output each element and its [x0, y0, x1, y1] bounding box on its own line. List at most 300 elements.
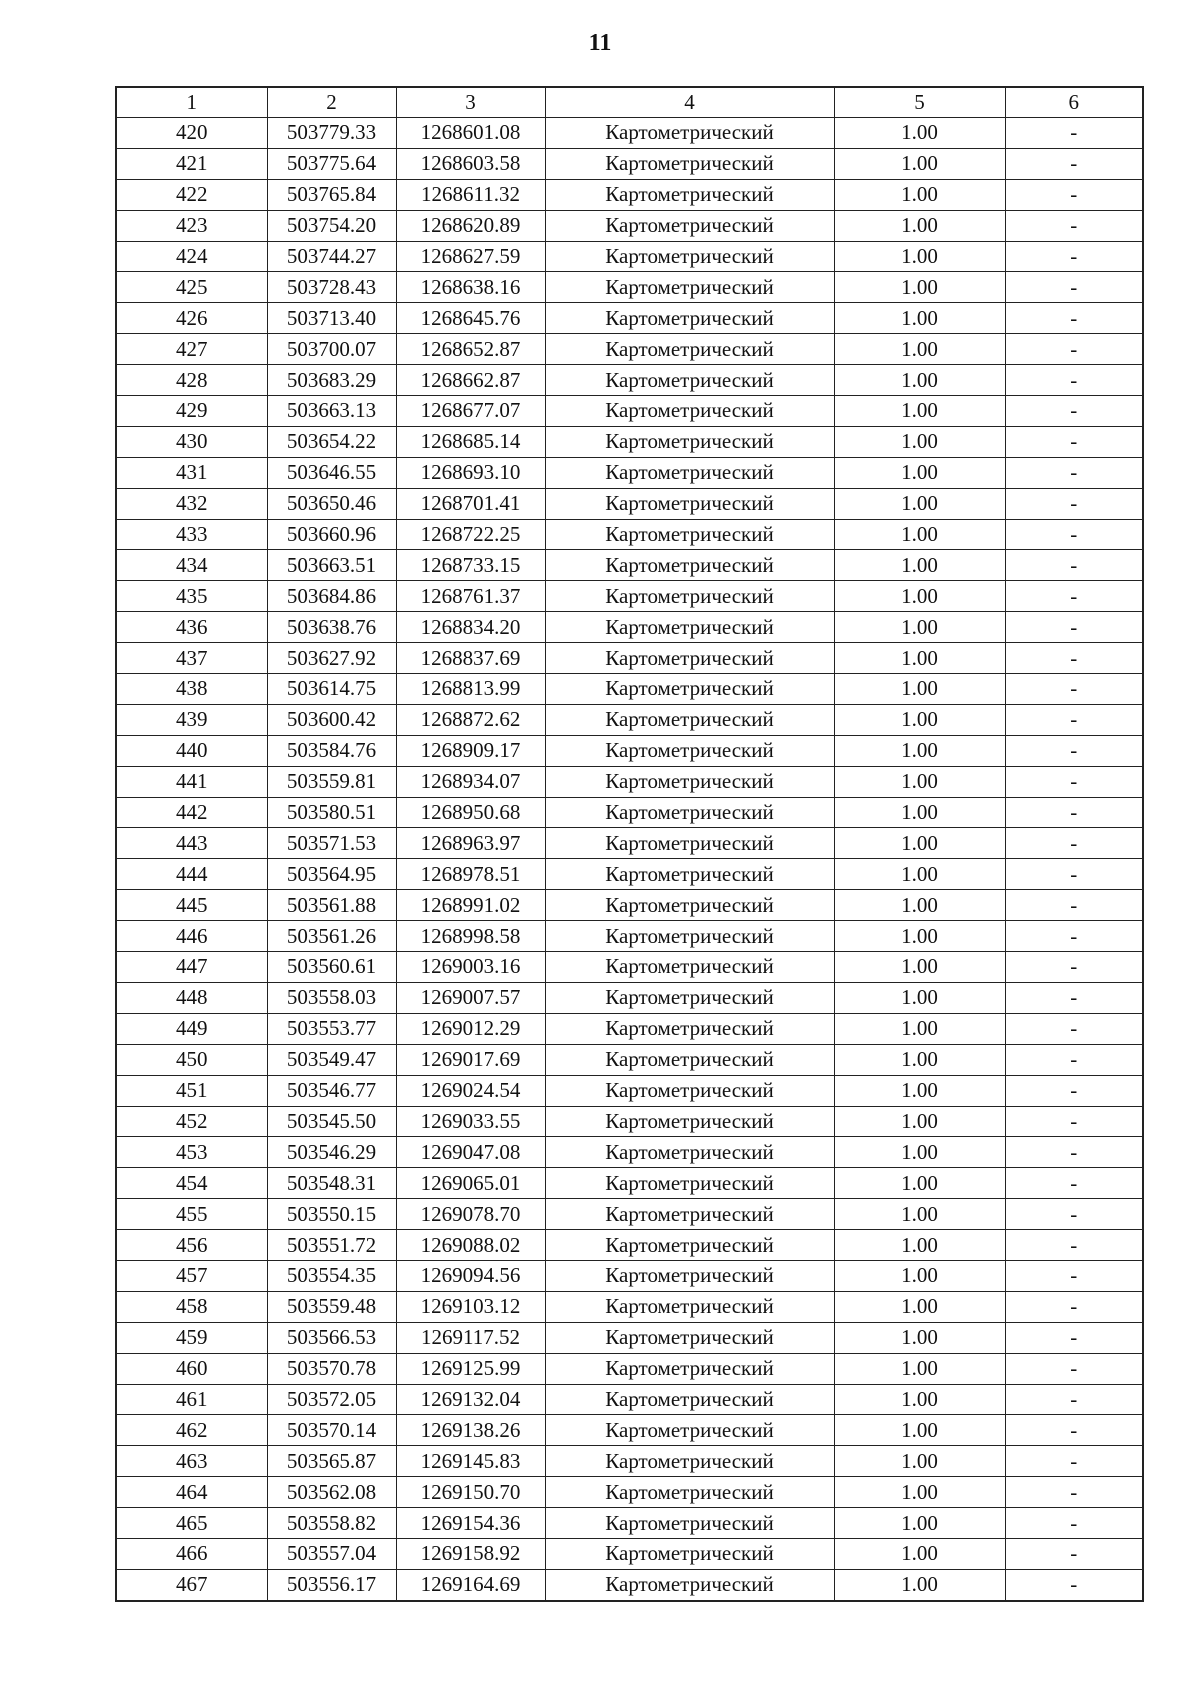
note-cell: -	[1005, 241, 1143, 272]
table-row	[116, 859, 1143, 890]
accuracy-cell: 1.00	[834, 148, 1005, 179]
accuracy-cell: 1.00	[834, 704, 1005, 735]
point-number-cell: 421	[116, 148, 267, 179]
y-coordinate-cell: 1269065.01	[396, 1168, 545, 1199]
method-cell: Картометрический	[545, 612, 834, 643]
point-number-cell: 464	[116, 1477, 267, 1508]
y-coordinate-cell: 1269012.29	[396, 1013, 545, 1044]
table-row	[116, 1199, 1143, 1230]
accuracy-cell: 1.00	[834, 426, 1005, 457]
point-number-cell: 450	[116, 1044, 267, 1075]
accuracy-cell: 1.00	[834, 1508, 1005, 1539]
x-coordinate-cell: 503584.76	[267, 735, 396, 766]
note-cell: -	[1005, 396, 1143, 427]
y-coordinate-cell: 1268872.62	[396, 704, 545, 735]
note-cell: -	[1005, 1137, 1143, 1168]
method-cell: Картометрический	[545, 1137, 834, 1168]
note-cell: -	[1005, 952, 1143, 983]
accuracy-cell: 1.00	[834, 519, 1005, 550]
column-header: 4	[545, 87, 834, 118]
accuracy-cell: 1.00	[834, 1353, 1005, 1384]
y-coordinate-cell: 1269154.36	[396, 1508, 545, 1539]
column-header: 5	[834, 87, 1005, 118]
x-coordinate-cell: 503571.53	[267, 828, 396, 859]
note-cell: -	[1005, 1508, 1143, 1539]
method-cell: Картометрический	[545, 1446, 834, 1477]
point-number-cell: 455	[116, 1199, 267, 1230]
y-coordinate-cell: 1268934.07	[396, 766, 545, 797]
x-coordinate-cell: 503546.77	[267, 1075, 396, 1106]
column-header: 3	[396, 87, 545, 118]
y-coordinate-cell: 1269103.12	[396, 1291, 545, 1322]
x-coordinate-cell: 503627.92	[267, 643, 396, 674]
table-row	[116, 1446, 1143, 1477]
y-coordinate-cell: 1269117.52	[396, 1322, 545, 1353]
method-cell: Картометрический	[545, 1260, 834, 1291]
y-coordinate-cell: 1269094.56	[396, 1260, 545, 1291]
method-cell: Картометрический	[545, 210, 834, 241]
y-coordinate-cell: 1268991.02	[396, 890, 545, 921]
note-cell: -	[1005, 365, 1143, 396]
x-coordinate-cell: 503638.76	[267, 612, 396, 643]
table-row	[116, 365, 1143, 396]
x-coordinate-cell: 503562.08	[267, 1477, 396, 1508]
accuracy-cell: 1.00	[834, 550, 1005, 581]
method-cell: Картометрический	[545, 1075, 834, 1106]
x-coordinate-cell: 503572.05	[267, 1384, 396, 1415]
point-number-cell: 436	[116, 612, 267, 643]
x-coordinate-cell: 503728.43	[267, 272, 396, 303]
note-cell: -	[1005, 179, 1143, 210]
accuracy-cell: 1.00	[834, 1044, 1005, 1075]
note-cell: -	[1005, 272, 1143, 303]
y-coordinate-cell: 1269003.16	[396, 952, 545, 983]
y-coordinate-cell: 1268761.37	[396, 581, 545, 612]
method-cell: Картометрический	[545, 179, 834, 210]
x-coordinate-cell: 503558.82	[267, 1508, 396, 1539]
accuracy-cell: 1.00	[834, 1322, 1005, 1353]
accuracy-cell: 1.00	[834, 643, 1005, 674]
x-coordinate-cell: 503614.75	[267, 674, 396, 705]
method-cell: Картометрический	[545, 457, 834, 488]
method-cell: Картометрический	[545, 982, 834, 1013]
note-cell: -	[1005, 1199, 1143, 1230]
accuracy-cell: 1.00	[834, 828, 1005, 859]
note-cell: -	[1005, 519, 1143, 550]
table-row	[116, 1477, 1143, 1508]
point-number-cell: 462	[116, 1415, 267, 1446]
y-coordinate-cell: 1269017.69	[396, 1044, 545, 1075]
table-row	[116, 118, 1143, 149]
y-coordinate-cell: 1269047.08	[396, 1137, 545, 1168]
table-row	[116, 1106, 1143, 1137]
note-cell: -	[1005, 1569, 1143, 1600]
note-cell: -	[1005, 1477, 1143, 1508]
point-number-cell: 461	[116, 1384, 267, 1415]
method-cell: Картометрический	[545, 1230, 834, 1261]
accuracy-cell: 1.00	[834, 1291, 1005, 1322]
point-number-cell: 423	[116, 210, 267, 241]
note-cell: -	[1005, 1538, 1143, 1569]
table-row	[116, 148, 1143, 179]
note-cell: -	[1005, 457, 1143, 488]
point-number-cell: 440	[116, 735, 267, 766]
accuracy-cell: 1.00	[834, 241, 1005, 272]
accuracy-cell: 1.00	[834, 1168, 1005, 1199]
y-coordinate-cell: 1269007.57	[396, 982, 545, 1013]
x-coordinate-cell: 503553.77	[267, 1013, 396, 1044]
table-row	[116, 1291, 1143, 1322]
table-row	[116, 1075, 1143, 1106]
point-number-cell: 457	[116, 1260, 267, 1291]
method-cell: Картометрический	[545, 581, 834, 612]
x-coordinate-cell: 503570.78	[267, 1353, 396, 1384]
point-number-cell: 451	[116, 1075, 267, 1106]
y-coordinate-cell: 1268645.76	[396, 303, 545, 334]
x-coordinate-cell: 503560.61	[267, 952, 396, 983]
x-coordinate-cell: 503713.40	[267, 303, 396, 334]
table-row	[116, 1415, 1143, 1446]
note-cell: -	[1005, 1384, 1143, 1415]
note-cell: -	[1005, 118, 1143, 149]
method-cell: Картометрический	[545, 1291, 834, 1322]
point-number-cell: 441	[116, 766, 267, 797]
method-cell: Картометрический	[545, 1168, 834, 1199]
note-cell: -	[1005, 1075, 1143, 1106]
note-cell: -	[1005, 1446, 1143, 1477]
table-header	[116, 87, 1143, 118]
accuracy-cell: 1.00	[834, 1137, 1005, 1168]
y-coordinate-cell: 1268603.58	[396, 148, 545, 179]
x-coordinate-cell: 503684.86	[267, 581, 396, 612]
note-cell: -	[1005, 1013, 1143, 1044]
point-number-cell: 445	[116, 890, 267, 921]
method-cell: Картометрический	[545, 148, 834, 179]
note-cell: -	[1005, 1044, 1143, 1075]
accuracy-cell: 1.00	[834, 1384, 1005, 1415]
note-cell: -	[1005, 921, 1143, 952]
point-number-cell: 431	[116, 457, 267, 488]
point-number-cell: 437	[116, 643, 267, 674]
method-cell: Картометрический	[545, 1353, 834, 1384]
method-cell: Картометрический	[545, 550, 834, 581]
table-row	[116, 952, 1143, 983]
method-cell: Картометрический	[545, 1477, 834, 1508]
method-cell: Картометрический	[545, 766, 834, 797]
accuracy-cell: 1.00	[834, 1446, 1005, 1477]
table-row	[116, 828, 1143, 859]
column-header: 2	[267, 87, 396, 118]
point-number-cell: 453	[116, 1137, 267, 1168]
y-coordinate-cell: 1268909.17	[396, 735, 545, 766]
table-body	[116, 118, 1143, 1601]
note-cell: -	[1005, 982, 1143, 1013]
accuracy-cell: 1.00	[834, 179, 1005, 210]
method-cell: Картометрический	[545, 1106, 834, 1137]
accuracy-cell: 1.00	[834, 952, 1005, 983]
coordinates-table	[115, 86, 1144, 1602]
y-coordinate-cell: 1268601.08	[396, 118, 545, 149]
y-coordinate-cell: 1268677.07	[396, 396, 545, 427]
accuracy-cell: 1.00	[834, 797, 1005, 828]
y-coordinate-cell: 1269125.99	[396, 1353, 545, 1384]
table-row	[116, 612, 1143, 643]
table-row	[116, 1137, 1143, 1168]
method-cell: Картометрический	[545, 396, 834, 427]
point-number-cell: 447	[116, 952, 267, 983]
column-header: 6	[1005, 87, 1143, 118]
x-coordinate-cell: 503580.51	[267, 797, 396, 828]
note-cell: -	[1005, 890, 1143, 921]
accuracy-cell: 1.00	[834, 735, 1005, 766]
method-cell: Картометрический	[545, 674, 834, 705]
method-cell: Картометрический	[545, 426, 834, 457]
accuracy-cell: 1.00	[834, 365, 1005, 396]
x-coordinate-cell: 503565.87	[267, 1446, 396, 1477]
y-coordinate-cell: 1268620.89	[396, 210, 545, 241]
accuracy-cell: 1.00	[834, 1106, 1005, 1137]
y-coordinate-cell: 1269164.69	[396, 1569, 545, 1600]
method-cell: Картометрический	[545, 272, 834, 303]
x-coordinate-cell: 503570.14	[267, 1415, 396, 1446]
table-row	[116, 334, 1143, 365]
accuracy-cell: 1.00	[834, 581, 1005, 612]
note-cell: -	[1005, 303, 1143, 334]
method-cell: Картометрический	[545, 952, 834, 983]
x-coordinate-cell: 503546.29	[267, 1137, 396, 1168]
note-cell: -	[1005, 735, 1143, 766]
note-cell: -	[1005, 426, 1143, 457]
accuracy-cell: 1.00	[834, 118, 1005, 149]
y-coordinate-cell: 1269132.04	[396, 1384, 545, 1415]
method-cell: Картометрический	[545, 1322, 834, 1353]
table-row	[116, 797, 1143, 828]
note-cell: -	[1005, 704, 1143, 735]
accuracy-cell: 1.00	[834, 272, 1005, 303]
x-coordinate-cell: 503663.51	[267, 550, 396, 581]
table-row	[116, 735, 1143, 766]
y-coordinate-cell: 1268950.68	[396, 797, 545, 828]
table-row	[116, 921, 1143, 952]
y-coordinate-cell: 1268722.25	[396, 519, 545, 550]
table-row	[116, 272, 1143, 303]
table-row	[116, 210, 1143, 241]
x-coordinate-cell: 503754.20	[267, 210, 396, 241]
note-cell: -	[1005, 148, 1143, 179]
note-cell: -	[1005, 1322, 1143, 1353]
note-cell: -	[1005, 612, 1143, 643]
note-cell: -	[1005, 1353, 1143, 1384]
table-row	[116, 581, 1143, 612]
table-row	[116, 396, 1143, 427]
note-cell: -	[1005, 1415, 1143, 1446]
point-number-cell: 426	[116, 303, 267, 334]
note-cell: -	[1005, 643, 1143, 674]
accuracy-cell: 1.00	[834, 1538, 1005, 1569]
table-row	[116, 1168, 1143, 1199]
x-coordinate-cell: 503600.42	[267, 704, 396, 735]
y-coordinate-cell: 1268978.51	[396, 859, 545, 890]
note-cell: -	[1005, 1260, 1143, 1291]
accuracy-cell: 1.00	[834, 1013, 1005, 1044]
x-coordinate-cell: 503779.33	[267, 118, 396, 149]
point-number-cell: 438	[116, 674, 267, 705]
y-coordinate-cell: 1268733.15	[396, 550, 545, 581]
point-number-cell: 448	[116, 982, 267, 1013]
x-coordinate-cell: 503545.50	[267, 1106, 396, 1137]
y-coordinate-cell: 1268813.99	[396, 674, 545, 705]
table-row	[116, 457, 1143, 488]
y-coordinate-cell: 1269158.92	[396, 1538, 545, 1569]
method-cell: Картометрический	[545, 859, 834, 890]
x-coordinate-cell: 503564.95	[267, 859, 396, 890]
accuracy-cell: 1.00	[834, 1477, 1005, 1508]
x-coordinate-cell: 503554.35	[267, 1260, 396, 1291]
point-number-cell: 446	[116, 921, 267, 952]
y-coordinate-cell: 1269078.70	[396, 1199, 545, 1230]
point-number-cell: 425	[116, 272, 267, 303]
method-cell: Картометрический	[545, 1384, 834, 1415]
page-number: 11	[588, 30, 612, 56]
x-coordinate-cell: 503700.07	[267, 334, 396, 365]
x-coordinate-cell: 503654.22	[267, 426, 396, 457]
point-number-cell: 458	[116, 1291, 267, 1322]
accuracy-cell: 1.00	[834, 674, 1005, 705]
note-cell: -	[1005, 488, 1143, 519]
note-cell: -	[1005, 828, 1143, 859]
table-row	[116, 1044, 1143, 1075]
table-row	[116, 766, 1143, 797]
table-row	[116, 519, 1143, 550]
x-coordinate-cell: 503775.64	[267, 148, 396, 179]
point-number-cell: 420	[116, 118, 267, 149]
x-coordinate-cell: 503559.81	[267, 766, 396, 797]
note-cell: -	[1005, 859, 1143, 890]
accuracy-cell: 1.00	[834, 612, 1005, 643]
x-coordinate-cell: 503683.29	[267, 365, 396, 396]
accuracy-cell: 1.00	[834, 488, 1005, 519]
accuracy-cell: 1.00	[834, 1415, 1005, 1446]
x-coordinate-cell: 503559.48	[267, 1291, 396, 1322]
note-cell: -	[1005, 581, 1143, 612]
accuracy-cell: 1.00	[834, 766, 1005, 797]
method-cell: Картометрический	[545, 921, 834, 952]
point-number-cell: 449	[116, 1013, 267, 1044]
point-number-cell: 424	[116, 241, 267, 272]
method-cell: Картометрический	[545, 643, 834, 674]
x-coordinate-cell: 503660.96	[267, 519, 396, 550]
y-coordinate-cell: 1268638.16	[396, 272, 545, 303]
accuracy-cell: 1.00	[834, 859, 1005, 890]
method-cell: Картометрический	[545, 1199, 834, 1230]
method-cell: Картометрический	[545, 828, 834, 859]
method-cell: Картометрический	[545, 1538, 834, 1569]
accuracy-cell: 1.00	[834, 1075, 1005, 1106]
accuracy-cell: 1.00	[834, 890, 1005, 921]
point-number-cell: 435	[116, 581, 267, 612]
y-coordinate-cell: 1268837.69	[396, 643, 545, 674]
y-coordinate-cell: 1268998.58	[396, 921, 545, 952]
header-row	[116, 87, 1143, 118]
method-cell: Картометрический	[545, 890, 834, 921]
x-coordinate-cell: 503551.72	[267, 1230, 396, 1261]
table-row	[116, 704, 1143, 735]
note-cell: -	[1005, 674, 1143, 705]
x-coordinate-cell: 503549.47	[267, 1044, 396, 1075]
point-number-cell: 430	[116, 426, 267, 457]
accuracy-cell: 1.00	[834, 303, 1005, 334]
method-cell: Картометрический	[545, 488, 834, 519]
y-coordinate-cell: 1268685.14	[396, 426, 545, 457]
accuracy-cell: 1.00	[834, 457, 1005, 488]
x-coordinate-cell: 503557.04	[267, 1538, 396, 1569]
point-number-cell: 434	[116, 550, 267, 581]
method-cell: Картометрический	[545, 1569, 834, 1600]
y-coordinate-cell: 1269138.26	[396, 1415, 545, 1446]
table-row	[116, 643, 1143, 674]
table-row	[116, 1322, 1143, 1353]
note-cell: -	[1005, 1291, 1143, 1322]
table-row	[116, 1353, 1143, 1384]
method-cell: Картометрический	[545, 704, 834, 735]
point-number-cell: 466	[116, 1538, 267, 1569]
table-row	[116, 241, 1143, 272]
point-number-cell: 467	[116, 1569, 267, 1600]
method-cell: Картометрический	[545, 118, 834, 149]
table-row	[116, 1230, 1143, 1261]
accuracy-cell: 1.00	[834, 210, 1005, 241]
note-cell: -	[1005, 766, 1143, 797]
point-number-cell: 459	[116, 1322, 267, 1353]
y-coordinate-cell: 1268834.20	[396, 612, 545, 643]
y-coordinate-cell: 1268652.87	[396, 334, 545, 365]
x-coordinate-cell: 503744.27	[267, 241, 396, 272]
method-cell: Картометрический	[545, 519, 834, 550]
y-coordinate-cell: 1269145.83	[396, 1446, 545, 1477]
method-cell: Картометрический	[545, 303, 834, 334]
point-number-cell: 439	[116, 704, 267, 735]
note-cell: -	[1005, 550, 1143, 581]
y-coordinate-cell: 1268662.87	[396, 365, 545, 396]
y-coordinate-cell: 1268693.10	[396, 457, 545, 488]
point-number-cell: 456	[116, 1230, 267, 1261]
method-cell: Картометрический	[545, 365, 834, 396]
y-coordinate-cell: 1269088.02	[396, 1230, 545, 1261]
method-cell: Картометрический	[545, 1415, 834, 1446]
table-row	[116, 488, 1143, 519]
accuracy-cell: 1.00	[834, 982, 1005, 1013]
y-coordinate-cell: 1268627.59	[396, 241, 545, 272]
y-coordinate-cell: 1269150.70	[396, 1477, 545, 1508]
note-cell: -	[1005, 1106, 1143, 1137]
method-cell: Картометрический	[545, 797, 834, 828]
accuracy-cell: 1.00	[834, 334, 1005, 365]
x-coordinate-cell: 503561.88	[267, 890, 396, 921]
table-row	[116, 982, 1143, 1013]
y-coordinate-cell: 1269033.55	[396, 1106, 545, 1137]
method-cell: Картометрический	[545, 1508, 834, 1539]
method-cell: Картометрический	[545, 241, 834, 272]
note-cell: -	[1005, 1168, 1143, 1199]
note-cell: -	[1005, 1230, 1143, 1261]
x-coordinate-cell: 503650.46	[267, 488, 396, 519]
point-number-cell: 428	[116, 365, 267, 396]
table-row	[116, 890, 1143, 921]
table-row	[116, 1508, 1143, 1539]
method-cell: Картометрический	[545, 334, 834, 365]
accuracy-cell: 1.00	[834, 1199, 1005, 1230]
accuracy-cell: 1.00	[834, 1569, 1005, 1600]
